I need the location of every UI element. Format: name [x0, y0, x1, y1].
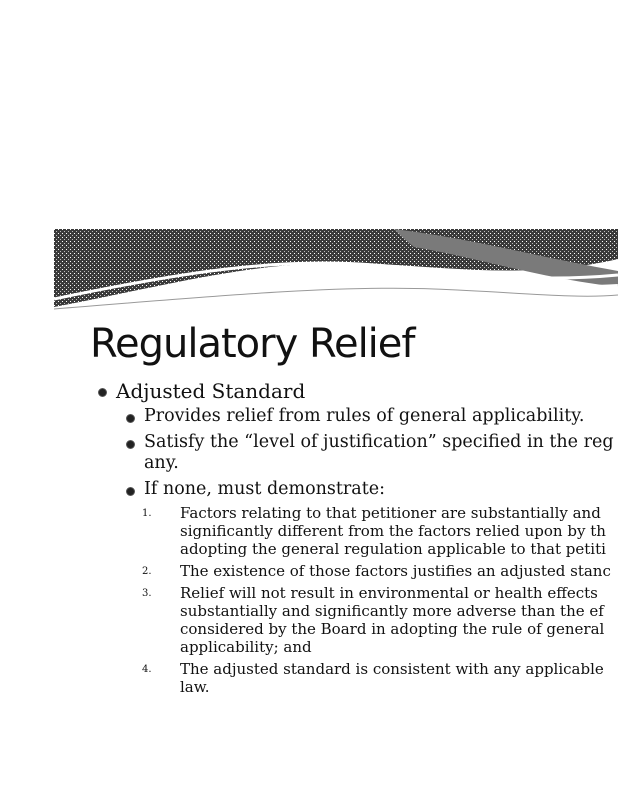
numbered-text: Factors relating to that petitioner are substantially and: [180, 504, 601, 522]
slide-title: Regulatory Relief: [90, 321, 415, 367]
level1-item: [92, 379, 618, 403]
bullet-item: [92, 406, 618, 427]
numbered-text: The adjusted standard is consistent with any applicable: [180, 660, 604, 678]
bullet-text: If none, must demonstrate:: [144, 479, 386, 499]
numbered-item: [92, 504, 618, 558]
bullet-icon: [126, 440, 135, 449]
bullet-icon: [98, 388, 107, 397]
bullet-item: [92, 479, 618, 500]
numbered-item: [92, 660, 618, 696]
item-number: 4.: [142, 664, 152, 675]
numbered-text: The existence of those factors justifies an adjusted stanc: [180, 562, 611, 580]
numbered-text: Relief will not result in environmental or health effects: [180, 584, 598, 602]
decorative-wave-banner: [54, 229, 618, 311]
numbered-text: substantially and significantly more adverse than the ef: [180, 602, 604, 620]
bullet-text: any.: [144, 453, 179, 473]
bullet-icon: [126, 487, 135, 496]
bullet-text: Satisfy the “level of justification” specified in the reg: [144, 432, 614, 452]
level1-text: Adjusted Standard: [116, 379, 306, 403]
numbered-item: [92, 562, 618, 580]
bullet-icon: [126, 414, 135, 423]
numbered-text: adopting the general regulation applicable to that petiti: [180, 540, 606, 558]
numbered-text: law.: [180, 678, 210, 696]
item-number: 3.: [142, 588, 152, 599]
numbered-text: considered by the Board in adopting the rule of general: [180, 620, 605, 638]
numbered-text: significantly different from the factors relied upon by th: [180, 522, 606, 540]
item-number: 2.: [142, 566, 152, 577]
numbered-item: [92, 584, 618, 656]
bullet-text: Provides relief from rules of general applicability.: [144, 406, 585, 426]
item-number: 1.: [142, 508, 152, 519]
numbered-text: applicability; and: [180, 638, 312, 656]
slide-content: [92, 379, 618, 696]
bullet-item: [92, 432, 618, 474]
slide: [54, 229, 618, 729]
